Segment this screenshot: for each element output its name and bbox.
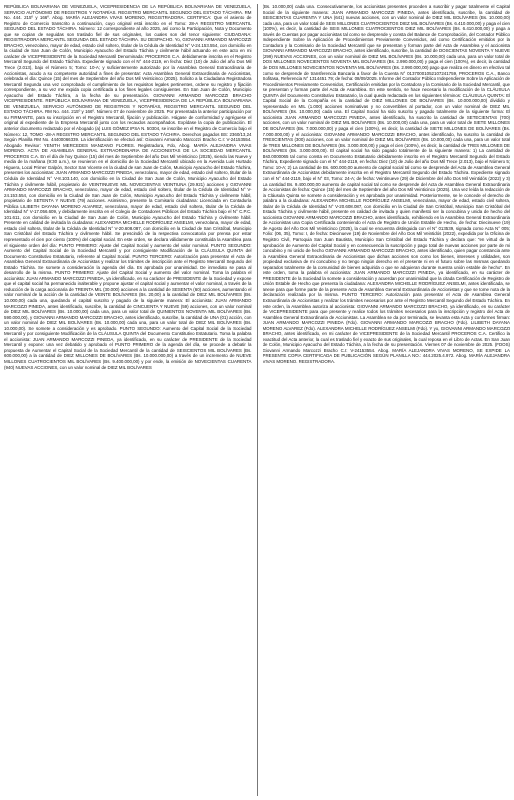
right-text-column: (Bs. 10.000,00) cada una. Consecutivamente, los accionistas presentes proceden a suscribir y pagar totalmente el Capital Social de la siguiente manera: JUAN ARMANDO MARCOZZI PINEDA, antes identificado, suscribe, la cantidad de SEISCIENTAS CUARENTA Y UNA (641) nuevas acciones, con un valor nominal de DIEZ MIL BOLÍVARES (Bs. 10.000,00) cada una, para un valor total de SEIS MILLONES CUATROCIENTOS DIEZ MIL BOLÍVARES (Bs. 6.410.000,00) y paga el cien (100%), es decir, la cantidad de SEIS MILLONES CUATROCIENTOS DIEZ MIL BOLÍVARES (Bs. 6.410.000,00) y paga a través de Cuentas por pagar accionistas tal como se desprende y consta del Balance de Comprobación, del Contador Público Independiente Sobre la Aplicación de Procedimientos Previamente Convenidos, así como Certificación emitidos por la Contadora y la Comisario de la Sociedad Mercantil que se presentan y forman parte del Acta de Asamblea y el accionista GIOVANNI ARMANDO MARCOZZI BRACHO, antes identificado, suscribe, la cantidad de DOSCIENTAS NOVENTA Y NUEVE (299) NUEVAS ACCIONES, con un valor nominal de DIEZ MIL BOLÍVARES (Bs. 10.000,00) cada una, para un valor total de DOS MILLONES NOVECIENTOS NOVENTA MIL BOLÍVARES (Bs. 2.990.000,00) y paga el cien (100%), es decir, la cantidad de DOS MILLONES NOVECIENTOS NOVENTA MIL BOLÍVARES (Bs. 2.990.000,00) pago que realiza en dinero en efectivo tal como se desprende de transferencia Bancaria a favor de la Cuenta N° 01370001052107241759, PROCEROS C.A., Banco Sofitasa, Referencia N° 1314451 79; de fecha: 08/09/2025. Informe del Contador Público Independiente Sobre la Aplicación de Procedimientos Previamente Convenidos, Certificación emitidas por la Contadora y la Comisario de la Sociedad Mercantil, que se presentan y forman parte del Acta de Asamblea. En este sentido, se hace necesario la modificación de la CLÁUSULA QUINTA del Documento Constitutivo Estatutario, la cual queda redactada en los siguientes términos: CLÁUSULA QUINTA: El Capital Social de la Compañía es la cantidad de DIEZ MILLONES DE BOLÍVARES (Bs. 10.000.000,00) dividido y representado en MIL (1.000) acciones nominativas y no convertibles al portador, con un valor nominal de DIEZ MIL BOLÍVARES (Bs. 10.000,00) cada una. El Capital Social ha sido suscrito y pagado totalmente de la siguiente forma: El accionista JUAN ARMANDO MARCOZZI PINEDA, antes identificado, ha suscrito la cantidad de SETECIENTAS (700) acciones, con un valor nominal de DIEZ MIL BOLÍVARES (Bs. 10.000,00) cada una, para un valor total de SIETE MILLONES DE BOLÍVARES (Bs. 7.000.000,00) y paga el cien (100%), es decir, la cantidad de SIETE MILLONES DE BOLÍVARES (Bs. 7.000.000,00) y el accionista: GIOVANNI ARMANDO MARCOZZI BRACHO, antes identificado, ha suscrito la cantidad de TRESCIENTAS (300) acciones, con un valor nominal de DIEZ MIL BOLÍVARES (Bs. 10.000,00) cada una, para un valor total de TRES MILLONES DE BOLÍVARES (Bs. 3.000.000,00) y paga el cien (100%), es decir, la cantidad de TRES MILLONES DE BOLÍVARES (Bs. 3.000.000,00). El capital social ha sido pagado totalmente de la siguiente manera: 1) La cantidad de Bs0.0000065 tal como consta en Documento Estatutario debidamente inscrito en el Registro Mercantil Segundo del Estado Táchira, Expediente signado con el N° 444-2119, en fecha: Diez (10) de Julio del año Dos Mil Trece (2.013), bajo el Número 5; Tomo: 10-A; 2) La cantidad de Bs. 600.000,00 aumento de capital social tal como se desprende del Acta de Asamblea General Extraordinaria de Accionistas debidamente inscrita en el Registro Mercantil Segundo del Estado Táchira. Expediente signado con el N° 444-2119, bajo el N° 03, Tomo: 24-A; de fecha: Veintinueve (29) de Diciembre del año Dos Mil Veintidós (2022) y 3) La cantidad Bs. 9.400.000,00 aumento de capital social tal como se desprende del Acta de Asamblea General Extraordinaria de Accionistas de fecha: Quince (15) del mes de Septiembre del año Dos Mil Veinticinco (2025). Una vez leída la redacción de la Cláusula Quinta se somete a consideración y es aprobada por unanimidad. Posteriormente, se le concede el derecho de palabra a la ciudadana: ALEXANDRA MICHELLE RODRÍGUEZ ANSELMI, venezolana, mayor de edad, estado civil soltera, titular de la Cédula de Identidad N° V-20.608.087, con domicilio en la Ciudad de San Cristóbal, Municipio San Cristóbal del Estado Táchira y civilmente hábil, presente en calidad de invitada y quien manifestó ser la concubina y unida de hecho del accionista GIOVANNI ARMANDO MARCOZZI BRACHO, antes identificado, exhibiendo en la Asamblea General Extraordinaria de Accionistas una Copia Certificada conteniendo el Acta de Registro de Unión Estable de Hecho, de fecha: Diecinueve (19) de Agosto del Año Dos Mil Veinticinco (2025), la cual se encuentra distinguida con el N° 013539, signada como Acta N° 005; Folio: (06, 35), Tomo: I, de fecha: Diecinueve (19) de Noviembre del Año Dos Mil Veintidós (2022), expedida por la Oficina de Registro Civil, Parroquia San Juan Bautista, Municipio San Cristóbal del Estado Táchira y declara que: "en virtud de la aprobación de Aumento del Capital Social y en consecuencia la suscripción y pago total de nuevas acciones por parte de mi concubino y mi unido de hecho GIOVANNI ARMANDO MARCOZZI BRACHO, antes identificado, quien pagar constancia ante la Asamblea General Extraordinaria de Accionistas que dichas acciones son como los bienes, intereses y utilidades, son propiedad exclusiva de mi concubino y no tengo ningún derecho en el presente ni en el futuro sobre las mismas quedando separados totalmente de la comunidad de bienes adquirida o que se adquieran durante nuestra unión estable de hecho". En este orden, toma la palabra el accionista: JUAN ARMANDO MARCOZZI PINEDA, ya identificado, en su carácter de PRESIDENTE de la Sociedad la somete a consideración y acuerdan por unanimidad que la citada Certificación de Registro de Unión Estable de Hecho que presenta la ciudadana: ALEXANDRA MICHELLE RODRÍGUEZ ANSELMI, antes identificada, se anexe para que forme parte de la presente Acta de Asamblea General Extraordinaria de Accionistas y que se tome nota de la declaración realizada por la misma. PUNTO TERCERO: Autorización para presentar el Acta de Asamblea General Extraordinaria de Accionistas y realizar los trámites necesarios por ante el Registro Mercantil Segundo del Estado Táchira. En este orden, la Asamblea autoriza al accionista: GIOVANNI ARMANDO MARCOZZI BRACHO, ya identificado, en su carácter de VICEPRESIDENTE para que presente y realice todos los trámites necesarios para la inscripción y registro del Acta de Asamblea General Extraordinaria de Accionistas. La Asamblea se da por terminada, se levanta esta Acta y conformes firman: JUAN ARMANDO MARCOZZI PINEDA (Fdo). GIOVANNI ARMANDO MARCOZZI BRACHO (Fdo). LILIBETH DAYANA MORENO ALVAREZ (Fdo). ALEXANDRA MICHELLE RODRÍGUEZ ANSELMI (Fdo). Y yo, GIOVANNI ARMANDO MARCOZZI BRACHO, antes identificado, en mi carácter de VICEPRESIDENTE de la Sociedad Mercantil PROCEROS C.A. Certifico la exactitud del Acta anterior, la cual es traslado fiel y exacto de sus originales, la cual reposa en el Libro de Actas. En San Juan de Colón, Municipio Ayacucho del Estado Táchira, a la fecha de su presentación. Viernes 07 de noviembre de 2025. (FDOS) Giovanni Armando Marcozzi Bracho C.I: V-24153554. Abog. MARÍA ALEJANDRA VIVAS MORENO, SE EXPIDE LA PRESENTE COPIA CERTIFICADA DE PUBLICACIÓN SEGÚN PLANILLA NO.: 444.2025.4.972. Abog. MARÍA ALEJANDRA VIVAS MORENO. REGISTRADORA. [262, 4, 510, 364]
left-text-column: REPÚBLICA BOLIVARIANA DE VENEZUELA, VICEPRESIDENCIA DE LA REPÚBLICA BOLIVARIANA DE VENEZUELA, SERVICIO AUTÓNOMO DE REGISTROS Y NOTARÍAS. REGISTRO MERCANTIL SEGUNDO DEL ESTADO TÁCHIRA. RM No. 444. 215º y 166º. Abog. MARÍA ALEJANDRA VIVAS MORENO, REGISTRADORA. CERTIFICA: Que el asiento de Registro de Comercio transcrito a continuación, cuyo original está inscrito en el Tomo: 28-A REGISTRO MERCANTIL SEGUNDO DEL ESTADO TÁCHIRA. Número: 12 correspondiente al año 2025, así como la Participación, Nota y Documento que se copian de seguidas son traslado fiel de sus originales, los cuales son del tenor siguiente: CIUDADANA: REGISTRADORA MERCANTIL SEGUNDA DEL ESTADO TÁCHIRA. SU DESPACHO. Yo, GIOVANNI ARMANDO MARCOZZI BRACHO, venezolano, mayor de edad, estado civil soltero, titular de la Cédula de Identidad N° V-24.153.554, con domicilio en la ciudad de San Juan de Colón, Municipio Ayacucho del Estado Táchira y civilmente hábil actuando en este acto en mi carácter de VICEPRESIDENTE de la Sociedad Mercantil Denominada: PROCEROS C.A. debidamente inscrita en el Registro Mercantil Segundo del Estado Táchira. Expediente signado con el N° 444-2119, en fecha: Diez (10) de Julio del año Dos Mil Trece (2.013), bajo el Número 5; Tomo: 10-A; y suficientemente autorizado por la Asamblea General Extraordinaria de Accionistas, acudo a su competente autoridad a fines de presentar: Acta Asamblea General Extraordinaria de Accionistas, celebrada el día: Quince (15) del mes de Septiembre del año Dos Mil Veinticinco (2025). Solicito a la Ciudadana Registradora Mercantil Segunda una vez comprobado el cumplimiento de los requisitos legales pertinentes, ordene su registro y fijación correspondiente, a su vez me expida copia certificada a los fines legales consiguientes. En San Juan de Colón, Municipio Ayacucho del Estado Táchira, a la fecha de su presentación. GIOVANNI ARMANDO MARCOZZI BRACHO VICEPRESIDENTE. REPÚBLICA BOLIVARIANA DE VENEZUELA, VICEPRESIDENCIA DE LA REPÚBLICA BOLIVARIANA DE VENEZUELA, SERVICIO AUTÓNOMO DE REGISTROS Y NOTARÍAS, REGISTRO MERCANTIL SEGUNDO DEL ESTADO TÁCHIRA. RM No. 444. 215º y 166º. Número 07 de noviembre de 2025. Por presentada la anterior participación por su FIRMANTE, para su inscripción en el Registro Mercantil, fijación y publicación. Hágase de conformidad y agréguese el original al expediente de la Empresa Mercantil junto con los recaudos acompañados. Expídase la copia de publicación. El anterior documento redactado por el Abogado (a) LUIS GÓMEZ IPSA N. 50304, se inscribe en el Registro de Comercio bajo el Número: 12, TOMO -28-A REGISTRO MERCANTIL SEGUNDO DEL ESTADO TÁCHIRA. Derechos pagados BS: 2360/13,24 Según Planilla RM No. 44400066339. La identificación se efectuó así: Giovanni Armando Marcozzi Bracho C.I: V-24153554. Abogado Revisor: YENITH MERCEDES MANZANO FLORES. Registradora, Fdo, Abog. MARÍA ALEJANDRA VIVAS MORENO. ACTA DE ASAMBLEA GENERAL EXTRAORDINARIA DE ACCIONISTAS DE LA SOCIEDAD MERCANTIL PROCEROS C.A. En el día de hoy Quince (15) del mes de Septiembre del año Dos Mil Veinticinco (2025), siendo las Nueve y media de la mañana (9:30 a.m.), se reunieron en el domicilio de la Sociedad Mercantil ubicado en la Avenida Luis Hurtado Higuera, Local Primer Galpón, Sector San Vicente en la ciudad de san Juan de Colón, Municipio Ayacucho del Estado Táchira, presentes los accionistas: JUAN ARMANDO MARCOZZI PINEDA, venezolano, mayor de edad, estado civil soltero, titular de la Cédula de Identidad N° V-8.103.140, con domicilio en la Ciudad de San Juan de Colón, Municipio Ayacucho del Estado Táchira y civilmente hábil, propietario de VEINTINUEVE MIL NOVECIENTAS VEINTIUNA (29.921) acciones y GIOVANNI ARMANDO MARCOZZI BRACHO, venezolano, mayor de edad, estado civil soltero, titular de la Cédula de Identidad N° V-24.153.554, con domicilio en la Ciudad de San Juan de Colón, Municipio Ayacucho del Estado Táchira y civilmente hábil, propietario de SETENTA Y NUEVE (79) acciones. Asimismo, presente la Comisario ciudadana: Licenciada en Contaduría Pública LILIBETH DAYANA MORENO ALVAREZ, venezolana, mayor de edad, estado civil soltera, titular de la Cédula de Identidad N° V-17.056.609, y debidamente inscrita en el Colegio de Contadores Públicos del Estado Táchira bajo el N° C.P.C. 101.611, con domicilio en la Ciudad de San Juan de Colón, Municipio Ayacucho del Estado Táchira y civilmente hábil. Presente en calidad de invitada la ciudadana: ALEXANDRA MICHELLE RODRÍGUEZ ANSELMI, venezolana, mayor de edad, estado civil soltera, titular de la Cédula de Identidad N° V-20.608.087, con domicilio en la Ciudad de San Cristóbal, Municipio San Cristóbal del Estado Táchira y civilmente hábil. Se prescindió de la respectiva convocatoria por prensa por estar representado el cien por ciento (100%) del capital social. En este orden, se declara válidamente constituida la Asamblea para el siguiente orden del día: PUNTO PRIMERO: Ajuste del Capital Social y aumento del valor nominal. PUNTO SEGUNDO: Aumento del Capital Social de la Sociedad Mercantil y por consiguiente Modificación de la CLÁUSULA QUINTA del Documento Constitutivo Estatutario, referente al Capital Social. PUNTO TERCERO: Autorización para presentar el Acta de Asamblea General Extraordinaria de Accionistas y realizar los trámites de inscripción ante el Registro Mercantil Segundo del Estado Táchira. Se somete a consideración la agenda del día. Es aprobada por unanimidad. De inmediato se pasa al desarrollo de la misma. PUNTO PRIMERO: Ajuste del Capital Social y aumento del valor nominal. Toma la palabra el accionista: JUAN ARMANDO MARCOZZI PINEDA, ya identificado, en su carácter de PRESIDENTE de la Sociedad y expone que el capital social ha permanecido inalterable y propone ajustar el capital social y aumentar el valor nominal, a través de la reducción de la carga accionaria de TREINTA MIL (30.000) acciones a la cantidad de SESENTA (60) acciones, aumentando el valor nominal de la acción de la cantidad de VEINTE BOLÍVARES (Bs. 20,00) a la cantidad de DIEZ MIL BOLÍVARES (Bs. 10.000,00) cada una, quedando el capital suscrito y pagado de la siguiente manera: El accionista: JUAN ARMANDO MARCOZZI PINEDA, antes identificado, suscribe, la cantidad de CINCUENTA Y NUEVE (59) acciones, con un valor nominal de DIEZ MIL BOLÍVARES (Bs. 10.000,00) cada una, para un valor total de QUINIENTOS NOVENTA MIL BOLÍVARES (Bs. 590.000,00), y GIOVANNI ARMANDO MARCOZZI BRACHO, antes identificado, suscribe, la cantidad de UNA (01) acción, con un valor nominal de DIEZ MIL BOLÍVARES (Bs. 10.000,00) cada una, para un valor total de DIEZ MIL BOLÍVARES (Bs. 10.000,00). Se somete a consideración y es aprobado. PUNTO SEGUNDO: Aumento del Capital Social de la Sociedad Mercantil y por consiguiente Modificación de la CLÁUSULA QUINTA del Documento Constitutivo Estatutario. Toma la palabra el accionista: JUAN ARMANDO MARCOZZI PINEDA, ya identificado, en su carácter de PRESIDENTE de la Sociedad Mercantil y expone: una vez debatido y aprobado el PUNTO PRIMERO de la agenda del día, se procede a debatir la propuesta de Aumentar el Capital Social de la Sociedad Mercantil de la cantidad de SEISCIENTOS MIL BOLÍVARES (Bs. 600.000,00) a la cantidad de DIEZ MILLONES DE BOLÍVARES (Bs. 10.000.000,00) a través de un incremento de NUEVE MILLONES CUATROCIENTOS MIL BOLÍVARES (Bs. 9.400.000,00) y por ende, la emisión de NOVECIENTAS CUARENTA (940) NUEVAS ACCIONES, con un valor nominal de DIEZ MIL BOLÍVARES [4, 4, 252, 370]
column-divider [257, 4, 258, 796]
